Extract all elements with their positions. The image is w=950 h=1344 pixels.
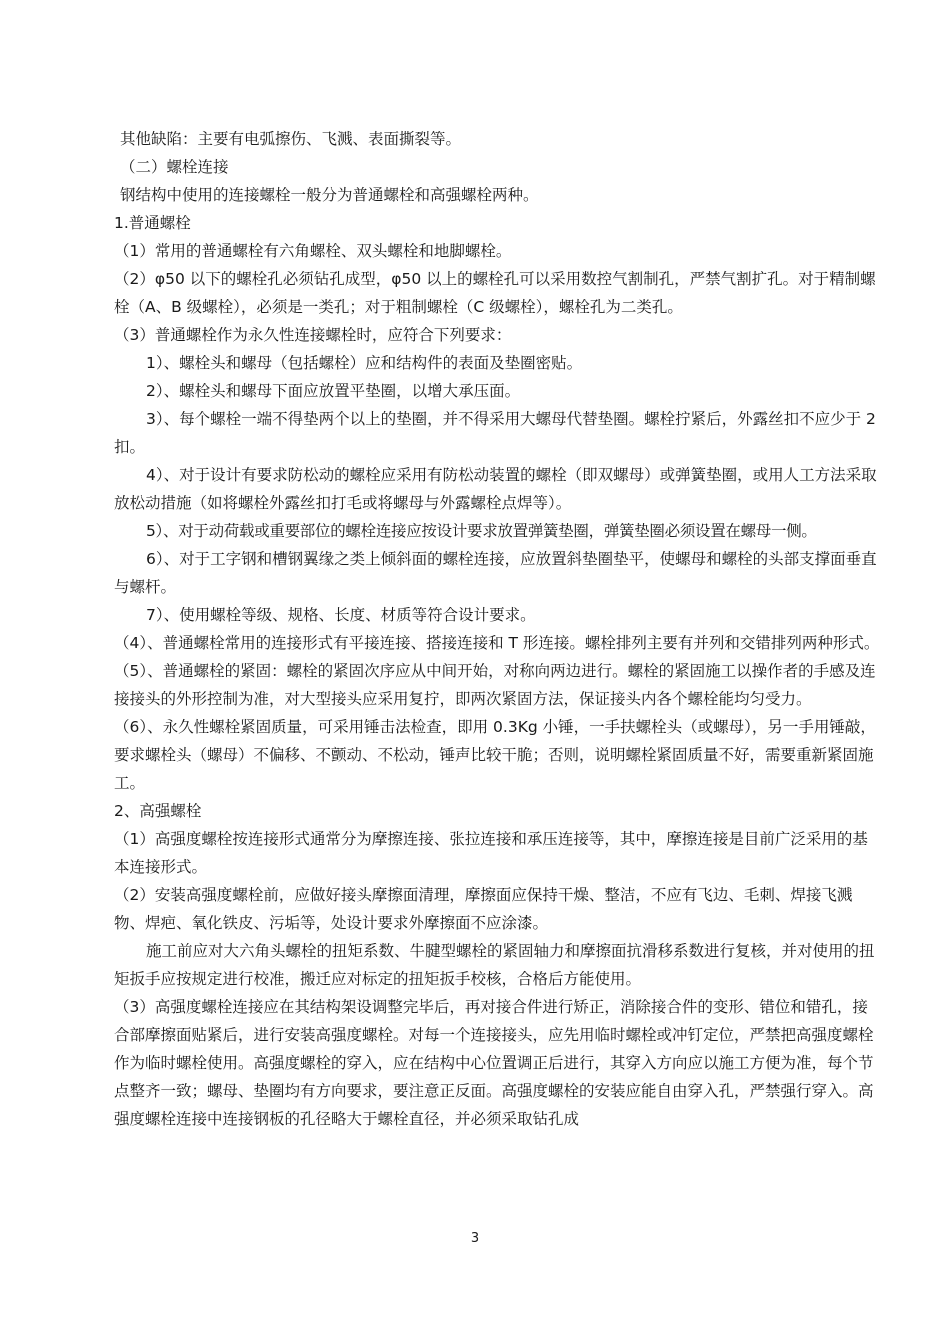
hs-item-1: （1）高强度螺栓按连接形式通常分为摩擦连接、张拉连接和承压连接等，其中，摩擦连接是目前广泛采用的基本连接形式。	[114, 830, 868, 876]
sub-item-1: 1）、螺栓头和螺母（包括螺栓）应和结构件的表面及垫圈密贴。	[146, 354, 583, 372]
sub-item-2: 2）、螺栓头和螺母下面应放置平垫圈，以增大承压面。	[146, 382, 521, 400]
paragraph-bolt-types: 钢结构中使用的连接螺栓一般分为普通螺栓和高强螺栓两种。	[120, 186, 539, 204]
section-heading-bolt-connection: （二）螺栓连接	[120, 158, 229, 176]
list-item-2: （2）φ50 以下的螺栓孔必须钻孔成型，φ50 以上的螺栓孔可以采用数控气割制孔，严禁气割扩孔。对于精制螺栓（A、B 级螺栓），必须是一类孔；对于粗制螺栓（C 级螺栓），螺栓孔为二类孔。	[114, 270, 876, 316]
list-item-6: （6）、永久性螺栓紧固质量，可采用锤击法检查，即用 0.3Kg 小锤，一手扶螺栓头（或螺母），另一手用锤敲，要求螺栓头（螺母）不偏移、不颤动、不松动，锤声比较干脆；否则，说明螺栓紧固质量不好，需要重新紧固施工。	[114, 718, 876, 792]
sub-item-3: 3）、每个螺栓一端不得垫两个以上的垫圈，并不得采用大螺母代替垫圈。螺栓拧紧后，外露丝扣不应少于 2 扣。	[114, 410, 876, 456]
sub-item-7: 7）、使用螺栓等级、规格、长度、材质等符合设计要求。	[146, 606, 536, 624]
subsection-heading-high-strength-bolts: 2、高强螺栓	[114, 802, 202, 820]
hs-paragraph-calibration: 施工前应对大六角头螺栓的扭矩系数、牛腱型螺栓的紧固轴力和摩擦面抗滑移系数进行复核，并对使用的扭矩扳手应按规定进行校准，搬迁应对标定的扭矩扳手校核，合格后方能使用。	[114, 942, 875, 988]
page-number: 3	[470, 1231, 480, 1246]
hs-item-3: （3）高强度螺栓连接应在其结构架设调整完毕后，再对接合件进行矫正，消除接合件的变形、错位和错孔，接合部摩擦面贴紧后，进行安装高强度螺栓。对每一个连接接头，应先用临时螺栓或冲钉定位，严禁把高强度螺栓作为临时螺栓使用。高强度螺栓的穿入，应在结构中心位置调正后进行，其穿入方向应以施工方便为准，每个节点整齐一致；螺母、垫圈均有方向要求，要注意正反面。高强度螺栓的安装应能自由穿入孔，严禁强行穿入。高强度螺栓连接中连接钢板的孔径略大于螺栓直径，并必须采取钻孔成	[114, 998, 874, 1128]
list-item-4: （4）、普通螺栓常用的连接形式有平接连接、搭接连接和 T 形连接。螺栓排列主要有并列和交错排列两种形式。	[114, 634, 880, 652]
paragraph-other-defects: 其他缺陷：主要有电弧擦伤、飞溅、表面撕裂等。	[120, 130, 462, 148]
list-item-3: （3）普通螺栓作为永久性连接螺栓时，应符合下列要求：	[114, 326, 512, 344]
page-body	[114, 125, 880, 1133]
hs-item-2: （2）安装高强度螺栓前，应做好接头摩擦面清理，摩擦面应保持干燥、整洁，不应有飞边、毛刺、焊接飞溅物、焊疤、氧化铁皮、污垢等，处设计要求外摩擦面不应涂漆。	[114, 886, 853, 932]
list-item-5: （5）、普通螺栓的紧固：螺栓的紧固次序应从中间开始，对称向两边进行。螺栓的紧固施工以操作者的手感及连接接头的外形控制为准，对大型接头应采用复拧，即两次紧固方法，保证接头内各个螺栓能均匀受力。	[114, 662, 876, 708]
list-item-1: （1）常用的普通螺栓有六角螺栓、双头螺栓和地脚螺栓。	[114, 242, 512, 260]
subsection-heading-ordinary-bolts: 1.普通螺栓	[114, 214, 191, 232]
sub-item-6: 6）、对于工字钢和槽钢翼缘之类上倾斜面的螺栓连接，应放置斜垫圈垫平，使螺母和螺栓的头部支撑面垂直与螺杆。	[114, 550, 877, 596]
sub-item-4: 4）、对于设计有要求防松动的螺栓应采用有防松动装置的螺栓（即双螺母）或弹簧垫圈，或用人工方法采取放松动措施（如将螺栓外露丝扣打毛或将螺母与外露螺栓点焊等）。	[114, 466, 877, 512]
sub-item-5: 5）、对于动荷载或重要部位的螺栓连接应按设计要求放置弹簧垫圈，弹簧垫圈必须设置在螺母一侧。	[146, 522, 817, 540]
